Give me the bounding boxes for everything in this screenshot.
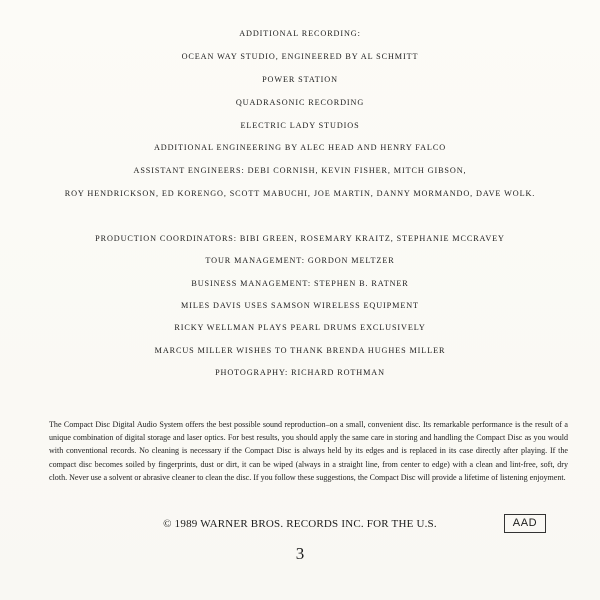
copyright-line: © 1989 WARNER BROS. RECORDS INC. FOR THE U.S. [163, 518, 437, 530]
credit-line-assistant-engineers-continued: ROY HENDRICKSON, ED KORENGO, SCOTT MABUCHI, JOE MARTIN, DANNY MORMANDO, DAVE WOLK. [64, 189, 536, 198]
compact-disc-care-notice: The Compact Disc Digital Audio System offers the best possible sound reproduction–on a small, convenient disc. Its remarkable performance is the result of a unique combination of digital storage and laser optics. For best results, you should apply the same care in storing and handling the Compact Disc as you would with conventional records. No cleaning is necessary if the Compact Disc is always held by its edges and is replaced in its case directly after playing. If the compact disc becomes soiled by fingerprints, dust or dirt, it can be wiped (always in a straight line, from center to edge) with a clean and lint-free, soft, dry cloth. Never use a solvent or abrasive cleaner to clean the disc. If you follow these suggestions, the Compact Disc will provide a lifetime of listening enjoyment. [49, 420, 568, 482]
credit-line-electric-lady: ELECTRIC LADY STUDIOS [240, 121, 360, 130]
credit-line-assistant-engineers: ASSISTANT ENGINEERS: DEBI CORNISH, KEVIN FISHER, MITCH GIBSON, [133, 166, 467, 175]
credit-line-production-coordinators: PRODUCTION COORDINATORS: BIBI GREEN, ROSEMARY KRAITZ, STEPHANIE MCCRAVEY [95, 234, 505, 243]
credit-line-additional-engineering: ADDITIONAL ENGINEERING BY ALEC HEAD AND HENRY FALCO [153, 143, 447, 152]
page-number: 3 [295, 544, 305, 563]
credit-line-ocean-way: OCEAN WAY STUDIO, ENGINEERED BY AL SCHMITT [181, 52, 419, 61]
credit-line-additional-recording: ADDITIONAL RECORDING: [239, 29, 361, 38]
credit-line-business-management: BUSINESS MANAGEMENT: STEPHEN B. RATNER [191, 279, 409, 288]
credit-line-pearl-drums: RICKY WELLMAN PLAYS PEARL DRUMS EXCLUSIVELY [174, 323, 426, 332]
aad-recording-code-badge: AAD [504, 514, 546, 533]
credit-line-quadrasonic: QUADRASONIC RECORDING [235, 98, 365, 107]
credit-line-photography: PHOTOGRAPHY: RICHARD ROTHMAN [215, 368, 385, 377]
credit-line-power-station: POWER STATION [262, 75, 338, 84]
credit-line-samson-wireless: MILES DAVIS USES SAMSON WIRELESS EQUIPMENT [181, 301, 419, 310]
credit-line-marcus-miller-thanks: MARCUS MILLER WISHES TO THANK BRENDA HUGHES MILLER [154, 346, 446, 355]
credit-line-tour-management: TOUR MANAGEMENT: GORDON MELTZER [205, 256, 395, 265]
